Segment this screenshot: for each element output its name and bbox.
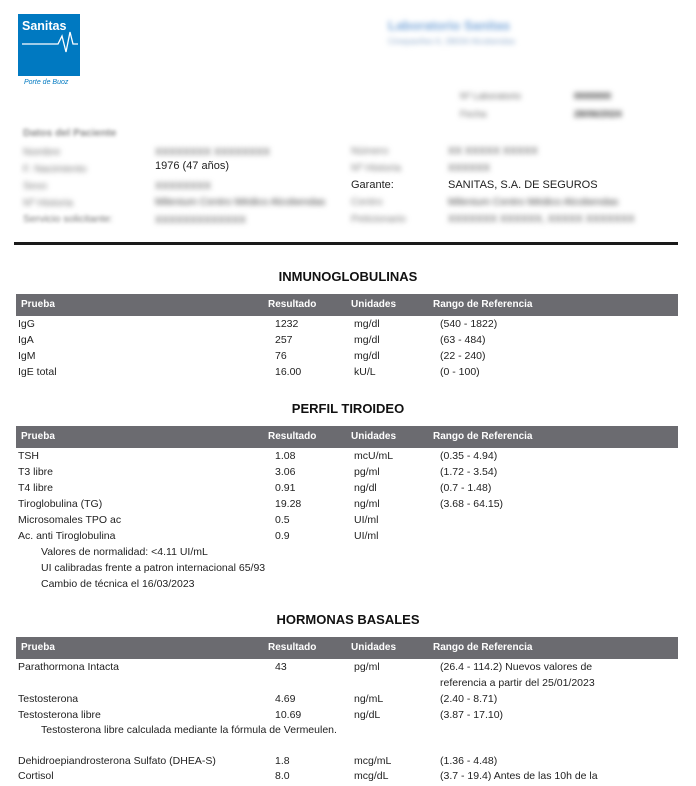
test-units: kU/L <box>354 366 376 378</box>
garante-label: Garante: <box>351 179 394 191</box>
test-name: T3 libre <box>18 466 54 478</box>
test-units: ng/dL <box>354 709 381 721</box>
sanitas-logo <box>18 14 80 76</box>
test-range-continued: referencia a partir del 25/01/2023 <box>440 677 595 689</box>
header-test: Prueba <box>21 431 55 442</box>
date-label: Fecha <box>460 109 487 120</box>
test-range: (3.68 - 64.15) <box>440 498 504 510</box>
doctor-label: Peticionario <box>351 213 406 225</box>
table-row <box>16 755 678 771</box>
test-name: IgA <box>18 334 34 346</box>
header-divider <box>14 242 678 245</box>
table-row <box>16 366 678 382</box>
test-range: (2.40 - 8.71) <box>440 693 498 705</box>
table-row <box>16 498 678 514</box>
table-row <box>16 450 678 466</box>
section-title-inmunoglobulinas: INMUNOGLOBULINAS <box>278 269 418 284</box>
patient-sex-value: XXXXXXXX <box>155 180 212 192</box>
lab-address: Cinepaoñes 6, 28034 Alcobendas <box>388 36 516 46</box>
table-row-continuation <box>16 677 678 693</box>
section-title-hormonas-basales: HORMONAS BASALES <box>276 612 420 627</box>
test-units: mcg/dL <box>354 770 389 782</box>
lab-number-label: Nº Laboratorio <box>460 91 522 102</box>
thyroid-note: Valores de normalidad: <4.11 UI/mL <box>41 546 208 558</box>
table-header <box>16 294 678 316</box>
history-value: XXXXXX <box>448 162 491 174</box>
test-name: Dehidroepiandrosterona Sulfato (DHEA-S) <box>18 755 216 767</box>
table-header <box>16 426 678 448</box>
test-result: 4.69 <box>275 693 296 705</box>
hormone-note: Testosterona libre calculada mediante la fórmula de Vermeulen. <box>41 724 337 736</box>
test-range: (63 - 484) <box>440 334 486 346</box>
test-name: Microsomales TPO ac <box>18 514 122 526</box>
test-result: 1232 <box>275 318 299 330</box>
test-name: Tiroglobulina (TG) <box>18 498 103 510</box>
table-row <box>16 466 678 482</box>
test-result: 76 <box>275 350 287 362</box>
garante-value: SANITAS, S.A. DE SEGUROS <box>448 179 598 191</box>
test-result: 1.08 <box>275 450 296 462</box>
service-label: Servicio solicitante: <box>23 213 113 225</box>
lab-name: Laboratorio Sanitas <box>388 18 511 33</box>
table-row <box>16 350 678 366</box>
test-name: IgE total <box>18 366 57 378</box>
table-row <box>16 661 678 677</box>
test-range: (3.87 - 17.10) <box>440 709 504 721</box>
test-units: mcU/mL <box>354 450 394 462</box>
thyroid-note: Cambio de técnica el 16/03/2023 <box>41 578 195 590</box>
logo-tagline: Porte de Buoz <box>24 79 69 86</box>
header-range: Rango de Referencia <box>433 431 533 442</box>
doctor-value: XXXXXXX XXXXXX, XXXXX XXXXXXX <box>448 213 635 225</box>
test-name: IgG <box>18 318 35 330</box>
lab-number-value: 0000000 <box>574 91 611 102</box>
test-units: ng/ml <box>354 498 380 510</box>
test-result: 0.5 <box>275 514 290 526</box>
header-range: Rango de Referencia <box>433 642 533 653</box>
table-row <box>16 482 678 498</box>
test-range: (540 - 1822) <box>440 318 498 330</box>
header-result: Resultado <box>268 299 317 310</box>
center-value: Milenium Centro Médico Alcobendas <box>448 196 619 208</box>
test-units: pg/ml <box>354 466 380 478</box>
test-range: (1.72 - 3.54) <box>440 466 498 478</box>
patient-name-label: Nombre <box>23 146 61 158</box>
header-units: Unidades <box>351 642 397 653</box>
test-units: UI/ml <box>354 530 379 542</box>
header-range: Rango de Referencia <box>433 299 533 310</box>
table-row <box>16 770 678 786</box>
patient-extra-value: Milenium Centro Médico Alcobendas <box>155 196 326 208</box>
test-units: mcg/mL <box>354 755 392 767</box>
test-units: mg/dl <box>354 350 380 362</box>
patient-sex-label: Sexo <box>23 180 47 192</box>
test-range: (22 - 240) <box>440 350 486 362</box>
header-test: Prueba <box>21 299 55 310</box>
table-row <box>16 530 678 546</box>
test-name: Parathormona Intacta <box>18 661 119 673</box>
test-name: Testosterona <box>18 693 79 705</box>
header-result: Resultado <box>268 431 317 442</box>
test-range: (0 - 100) <box>440 366 480 378</box>
header-test: Prueba <box>21 642 55 653</box>
test-range: (0.35 - 4.94) <box>440 450 498 462</box>
table-row <box>16 693 678 709</box>
test-result: 16.00 <box>275 366 302 378</box>
patient-extra-label: Nº Historia <box>23 197 73 209</box>
test-range: (26.4 - 114.2) Nuevos valores de <box>440 661 593 673</box>
thyroid-note: UI calibradas frente a patron internacional 65/93 <box>41 562 266 574</box>
number-value: XX XXXXX XXXXX <box>448 145 538 157</box>
test-range: (1.36 - 4.48) <box>440 755 498 767</box>
heartbeat-icon <box>18 28 80 58</box>
logo-wordmark: Sanitas <box>22 19 67 33</box>
service-value: XXXXXXXXXXXXX <box>155 214 247 226</box>
header-result: Resultado <box>268 642 317 653</box>
test-result: 257 <box>275 334 293 346</box>
test-name: TSH <box>18 450 39 462</box>
table-row <box>16 709 678 725</box>
test-result: 19.28 <box>275 498 302 510</box>
table-row <box>16 318 678 334</box>
test-result: 43 <box>275 661 287 673</box>
test-name: Cortisol <box>18 770 54 782</box>
date-value: 28/06/2024 <box>574 109 622 120</box>
center-label: Centro <box>351 196 383 208</box>
history-label: Nº Historia <box>351 162 401 174</box>
section-title-perfil-tiroideo: PERFIL TIROIDEO <box>291 401 405 416</box>
test-units: pg/ml <box>354 661 380 673</box>
test-units: ng/mL <box>354 693 384 705</box>
patient-section-label: Datos del Paciente <box>23 127 117 139</box>
test-name: Ac. anti Tiroglobulina <box>18 530 116 542</box>
test-units: ng/dl <box>354 482 377 494</box>
table-row <box>16 334 678 350</box>
patient-name-value: XXXXXXXX XXXXXXXX <box>155 146 270 158</box>
test-result: 0.91 <box>275 482 296 494</box>
test-result: 0.9 <box>275 530 290 542</box>
patient-dob-value: 1976 (47 años) <box>155 160 229 172</box>
test-units: UI/ml <box>354 514 379 526</box>
number-label: Número <box>351 145 389 157</box>
test-result: 1.8 <box>275 755 290 767</box>
table-header <box>16 637 678 659</box>
test-result: 8.0 <box>275 770 290 782</box>
test-name: Testosterona libre <box>18 709 101 721</box>
patient-dob-label: F. Nacimiento <box>23 163 87 175</box>
test-range: (3.7 - 19.4) Antes de las 10h de la <box>440 770 598 782</box>
header-units: Unidades <box>351 299 397 310</box>
test-name: IgM <box>18 350 36 362</box>
test-units: mg/dl <box>354 334 380 346</box>
table-row <box>16 514 678 530</box>
test-range: (0.7 - 1.48) <box>440 482 492 494</box>
test-units: mg/dl <box>354 318 380 330</box>
test-result: 3.06 <box>275 466 296 478</box>
header-units: Unidades <box>351 431 397 442</box>
test-name: T4 libre <box>18 482 54 494</box>
test-result: 10.69 <box>275 709 302 721</box>
